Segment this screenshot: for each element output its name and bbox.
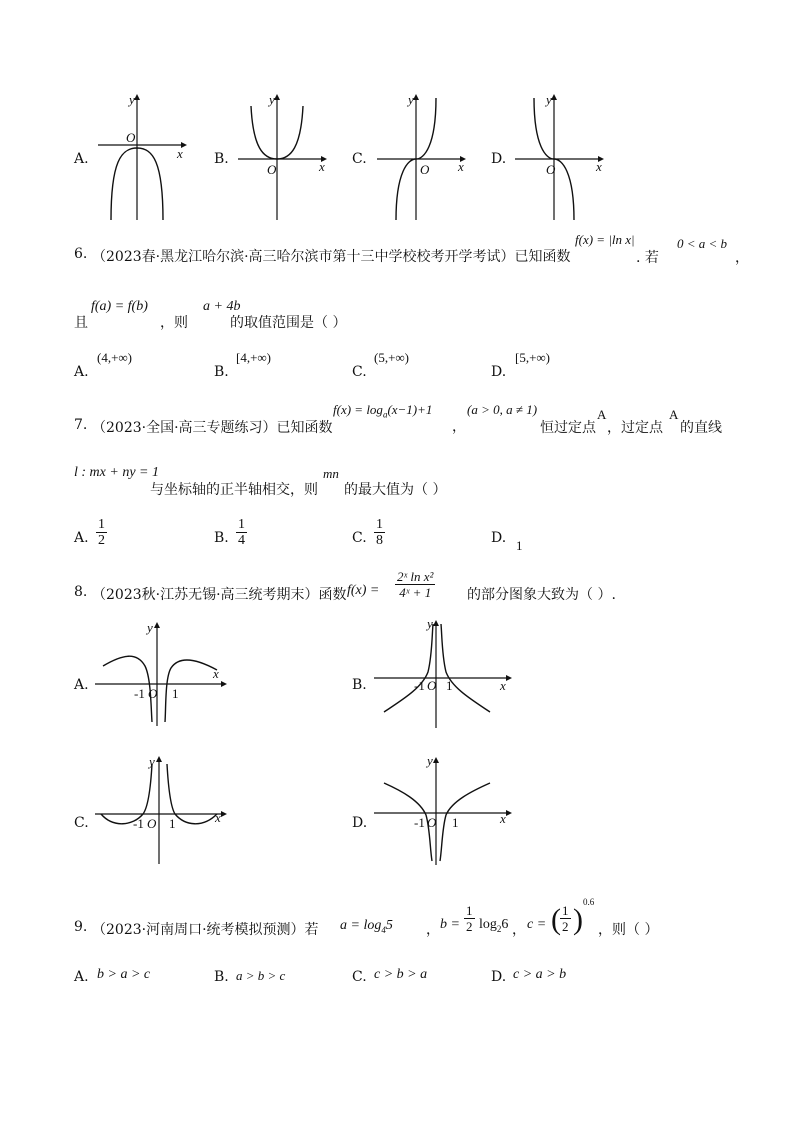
origin-label: O <box>420 162 430 177</box>
q7-option-d-letter[interactable]: D. <box>491 530 507 546</box>
q9-a-def <box>340 918 393 935</box>
q8-graph-d <box>372 753 522 868</box>
x-label: x <box>458 159 464 174</box>
q7-option-d-value: 1 <box>516 538 523 553</box>
q9-option-a-value: b > a > c <box>97 967 151 982</box>
q5-graph-a <box>93 92 193 222</box>
q7-point-a2: A <box>669 407 679 422</box>
q8-number: 8. <box>74 584 88 600</box>
q5-option-b-letter[interactable]: B. <box>214 151 229 167</box>
tick-neg-one: -1 <box>414 815 425 830</box>
y-label: y <box>269 92 275 107</box>
tick-neg-one: -1 <box>414 678 425 693</box>
q7-option-b-letter[interactable]: B. <box>214 530 229 546</box>
q9-option-a-letter[interactable]: A. <box>74 969 89 985</box>
q8-graph-a <box>93 618 233 728</box>
q7-text-d: 与坐标轴的正半轴相交，则 <box>150 482 318 498</box>
origin-label: O <box>267 162 277 177</box>
q9-option-c-value: c > b > a <box>374 967 428 982</box>
q9-option-d-value: c > a > b <box>513 967 567 982</box>
q8-graph-c <box>93 752 233 867</box>
q9-c-paren-open: ( <box>551 903 561 936</box>
q6-option-b-value: [4,+∞) <box>236 350 272 365</box>
q6-option-a-value: (4,+∞) <box>97 350 133 365</box>
q7-func-rest: (x−1)+1 <box>387 402 433 417</box>
q9-option-b-value: a > b > c <box>236 968 286 983</box>
y-label: y <box>149 754 155 769</box>
q7-source: （2023·全国·高三专题练习）已知函数 <box>92 420 333 436</box>
q5-graph-d <box>510 92 610 222</box>
q9-comma2: ， <box>512 922 526 938</box>
q7-func <box>333 402 432 420</box>
q7-text-c: 的直线 <box>680 420 722 436</box>
q5-option-a-letter[interactable]: A. <box>74 151 89 167</box>
q8-graph-b <box>372 616 522 731</box>
x-label: x <box>500 678 506 693</box>
q8-func-num: 2ˣ ln x² <box>397 569 434 584</box>
q5-graph-b <box>233 92 333 222</box>
q9-c-paren-close: ) <box>573 903 583 936</box>
x-label: x <box>319 159 325 174</box>
y-label: y <box>129 92 135 107</box>
q8-func-den: 4ˣ + 1 <box>399 585 432 600</box>
y-label: y <box>427 616 433 631</box>
q6-expr: a + 4b <box>203 299 241 314</box>
origin-label: O <box>147 816 157 831</box>
tick-one: 1 <box>452 815 459 830</box>
tick-one: 1 <box>172 686 179 701</box>
q9-b-lhs: b = <box>440 917 460 932</box>
q8-func-lhs: f(x) = <box>347 583 380 598</box>
q9-c-den: 2 <box>562 919 569 934</box>
q7-point-a: A <box>597 407 607 422</box>
q6-option-c-letter[interactable]: C. <box>352 364 367 380</box>
q9-option-b-letter[interactable]: B. <box>214 969 229 985</box>
q5-graph-c <box>372 92 472 222</box>
q8-source: （2023秋·江苏无锡·高三统考期末）函数 <box>92 587 347 603</box>
x-label: x <box>215 810 221 825</box>
q7-option-a-letter[interactable]: A. <box>74 530 89 546</box>
q9-text-end: ，则（ ） <box>598 922 659 938</box>
q6-text-qie: 且 <box>74 315 88 331</box>
q6-text-ze: ，则 <box>160 315 188 331</box>
q9-b-rest <box>479 917 508 934</box>
q7-option-c-letter[interactable]: C. <box>352 530 367 546</box>
q9-c-lhs: c = <box>527 917 547 932</box>
tick-one: 1 <box>446 678 453 693</box>
x-label: x <box>500 811 506 826</box>
q7-option-b-num: 1 <box>238 517 245 532</box>
q6-cond: 0 < a < b <box>677 236 728 251</box>
q7-option-a-fraction <box>96 517 107 548</box>
q9-source: （2023·河南周口·统考模拟预测）若 <box>92 922 319 938</box>
q7-number: 7. <box>74 417 88 433</box>
q6-option-d-letter[interactable]: D. <box>491 364 507 380</box>
q7-comma1: ， <box>452 419 466 435</box>
q8-option-b-letter[interactable]: B. <box>352 677 367 693</box>
q5-option-d-letter[interactable]: D. <box>491 151 507 167</box>
q9-a-arg: 5 <box>385 918 393 933</box>
q7-option-b-den: 4 <box>238 533 245 548</box>
x-label: x <box>596 159 602 174</box>
q6-option-a-letter[interactable]: A. <box>74 364 89 380</box>
origin-label: O <box>427 678 437 693</box>
q9-a-log: a = log <box>340 918 382 933</box>
x-label: x <box>177 146 183 161</box>
q6-source: （2023春·黑龙江哈尔滨·高三哈尔滨市第十三中学校校考开学考试）已知函数 <box>92 249 571 265</box>
q9-number: 9. <box>74 919 88 935</box>
q9-b-arg: 6 <box>501 917 509 932</box>
q9-b-num: 1 <box>466 903 473 918</box>
q9-a-base: 4 <box>381 924 386 935</box>
origin-label: O <box>546 162 556 177</box>
tick-neg-one: -1 <box>133 816 144 831</box>
q6-text-end: 的取值范围是（ ） <box>230 315 347 331</box>
q9-c-num: 1 <box>562 903 569 918</box>
q9-c-fraction <box>560 903 571 934</box>
q7-option-a-num: 1 <box>98 517 105 532</box>
q7-text-e: 的最大值为（ ） <box>344 482 447 498</box>
q7-text-b: ，过定点 <box>607 420 663 436</box>
q8-option-d-letter[interactable]: D. <box>352 815 368 831</box>
q7-func-log: f(x) = log <box>333 402 383 417</box>
q6-text-comma: ， <box>735 250 749 266</box>
q9-b-base: 2 <box>496 923 502 934</box>
q6-func: f(x) = |ln x| <box>575 232 635 247</box>
q7-option-b-fraction <box>236 517 247 548</box>
q9-b-log: log <box>479 917 497 932</box>
q7-option-a-den: 2 <box>98 533 105 548</box>
q7-option-c-den: 8 <box>376 533 383 548</box>
q8-text-end: 的部分图象大致为（ ）. <box>467 587 616 603</box>
q7-option-c-fraction <box>374 517 385 548</box>
tick-neg-one: -1 <box>134 686 145 701</box>
q7-mn: mn <box>323 466 339 481</box>
origin-label: O <box>427 815 437 830</box>
tick-one: 1 <box>169 816 176 831</box>
y-label: y <box>427 753 433 768</box>
origin-label: O <box>126 130 136 145</box>
y-label: y <box>546 92 552 107</box>
q7-option-c-num: 1 <box>376 517 383 532</box>
q9-option-c-letter[interactable]: C. <box>352 969 367 985</box>
q9-c-exp: 0.6 <box>583 897 595 907</box>
y-label: y <box>408 92 414 107</box>
x-label: x <box>213 666 219 681</box>
q8-option-c-letter[interactable]: C. <box>74 815 89 831</box>
q9-option-d-letter[interactable]: D. <box>491 969 507 985</box>
q7-line: l : mx + ny = 1 <box>74 465 159 480</box>
q9-comma1: ， <box>426 922 440 938</box>
q9-b-den: 2 <box>466 919 473 934</box>
y-label: y <box>147 620 153 635</box>
q5-option-c-letter[interactable]: C. <box>352 151 367 167</box>
q6-text-ruo: . 若 <box>636 250 659 266</box>
origin-label: O <box>148 686 158 701</box>
q8-func-fraction <box>395 569 435 600</box>
q9-b-fraction <box>464 903 475 934</box>
q6-eq: f(a) = f(b) <box>91 299 148 314</box>
q6-option-d-value: [5,+∞) <box>515 350 551 365</box>
q8-option-a-letter[interactable]: A. <box>74 677 89 693</box>
q7-cond: (a > 0, a ≠ 1) <box>467 402 538 417</box>
q7-func-base: a <box>382 409 388 420</box>
q7-text-a: 恒过定点 <box>540 420 596 436</box>
q6-number: 6. <box>74 246 88 262</box>
q6-option-c-value: (5,+∞) <box>374 350 410 365</box>
q6-option-b-letter[interactable]: B. <box>214 364 229 380</box>
